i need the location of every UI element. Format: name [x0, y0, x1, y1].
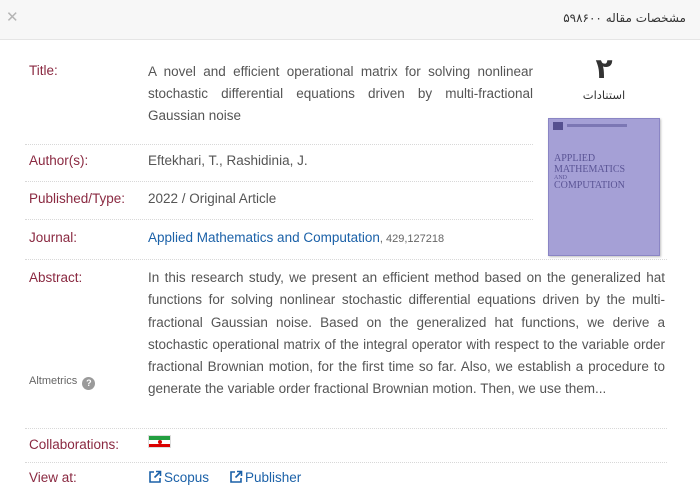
- divider: [25, 181, 533, 182]
- title-label: Title:: [29, 63, 58, 78]
- journal-cover[interactable]: [548, 118, 660, 256]
- altmetrics-label: Altmetrics: [29, 375, 78, 387]
- view-at-label: View at:: [29, 470, 77, 485]
- abstract-text: In this research study, we present an efficient method based on the generalized hat functions for solving nonlinear stochastic differential equations driven by the multi-fractional Gaussian noise. Based on the generalized hat functions, we derive a stochastic operational matrix of the integral operator with respect to the variable order fractional Brownian motion, for the first time so far. Also, we establish a procedure to generate the variable order fractional Brownian motion. Then, we use them...: [148, 270, 665, 397]
- divider: [25, 259, 667, 260]
- modal-header: [0, 0, 700, 40]
- divider: [25, 428, 667, 429]
- help-icon[interactable]: ?: [82, 377, 95, 390]
- authors-value: Eftekhari, T., Rashidinia, J.: [148, 153, 308, 168]
- divider: [25, 219, 533, 220]
- close-icon[interactable]: ✕: [6, 8, 19, 26]
- abstract-label: Abstract:: [29, 270, 83, 285]
- cover-strip: [567, 124, 627, 127]
- citation-count: ۲: [595, 52, 613, 85]
- journal-link[interactable]: Applied Mathematics and Computation: [148, 230, 380, 245]
- scopus-link[interactable]: Scopus: [148, 470, 209, 485]
- journal-label: Journal:: [29, 230, 78, 245]
- divider: [25, 462, 667, 463]
- collaborations-label: Collaborations:: [29, 437, 120, 452]
- iran-flag-icon: [148, 435, 171, 448]
- publisher-link[interactable]: Publisher: [229, 470, 301, 485]
- external-link-icon: [148, 470, 162, 484]
- journal-value: Applied Mathematics and Computation, 429,127218: [148, 230, 445, 245]
- altmetrics[interactable]: [29, 375, 95, 390]
- article-title: A novel and efficient operational matrix for solving nonlinear stochastic differential equations driven by multi-fractional Gaussian noise: [148, 64, 533, 123]
- external-link-icon: [229, 470, 243, 484]
- modal-title: مشخصات مقاله ۵۹۸۶۰۰: [563, 11, 686, 25]
- publisher-logo: [553, 122, 563, 130]
- published-value: 2022 / Original Article: [148, 191, 277, 206]
- divider: [25, 144, 533, 145]
- journal-volume: 429,127218: [386, 233, 445, 245]
- cover-title: APPLIED MATHEMATICS AND COMPUTATION: [554, 153, 626, 191]
- published-label: Published/Type:: [29, 191, 126, 206]
- authors-label: Author(s):: [29, 153, 89, 168]
- citation-label: استنادات: [582, 88, 626, 102]
